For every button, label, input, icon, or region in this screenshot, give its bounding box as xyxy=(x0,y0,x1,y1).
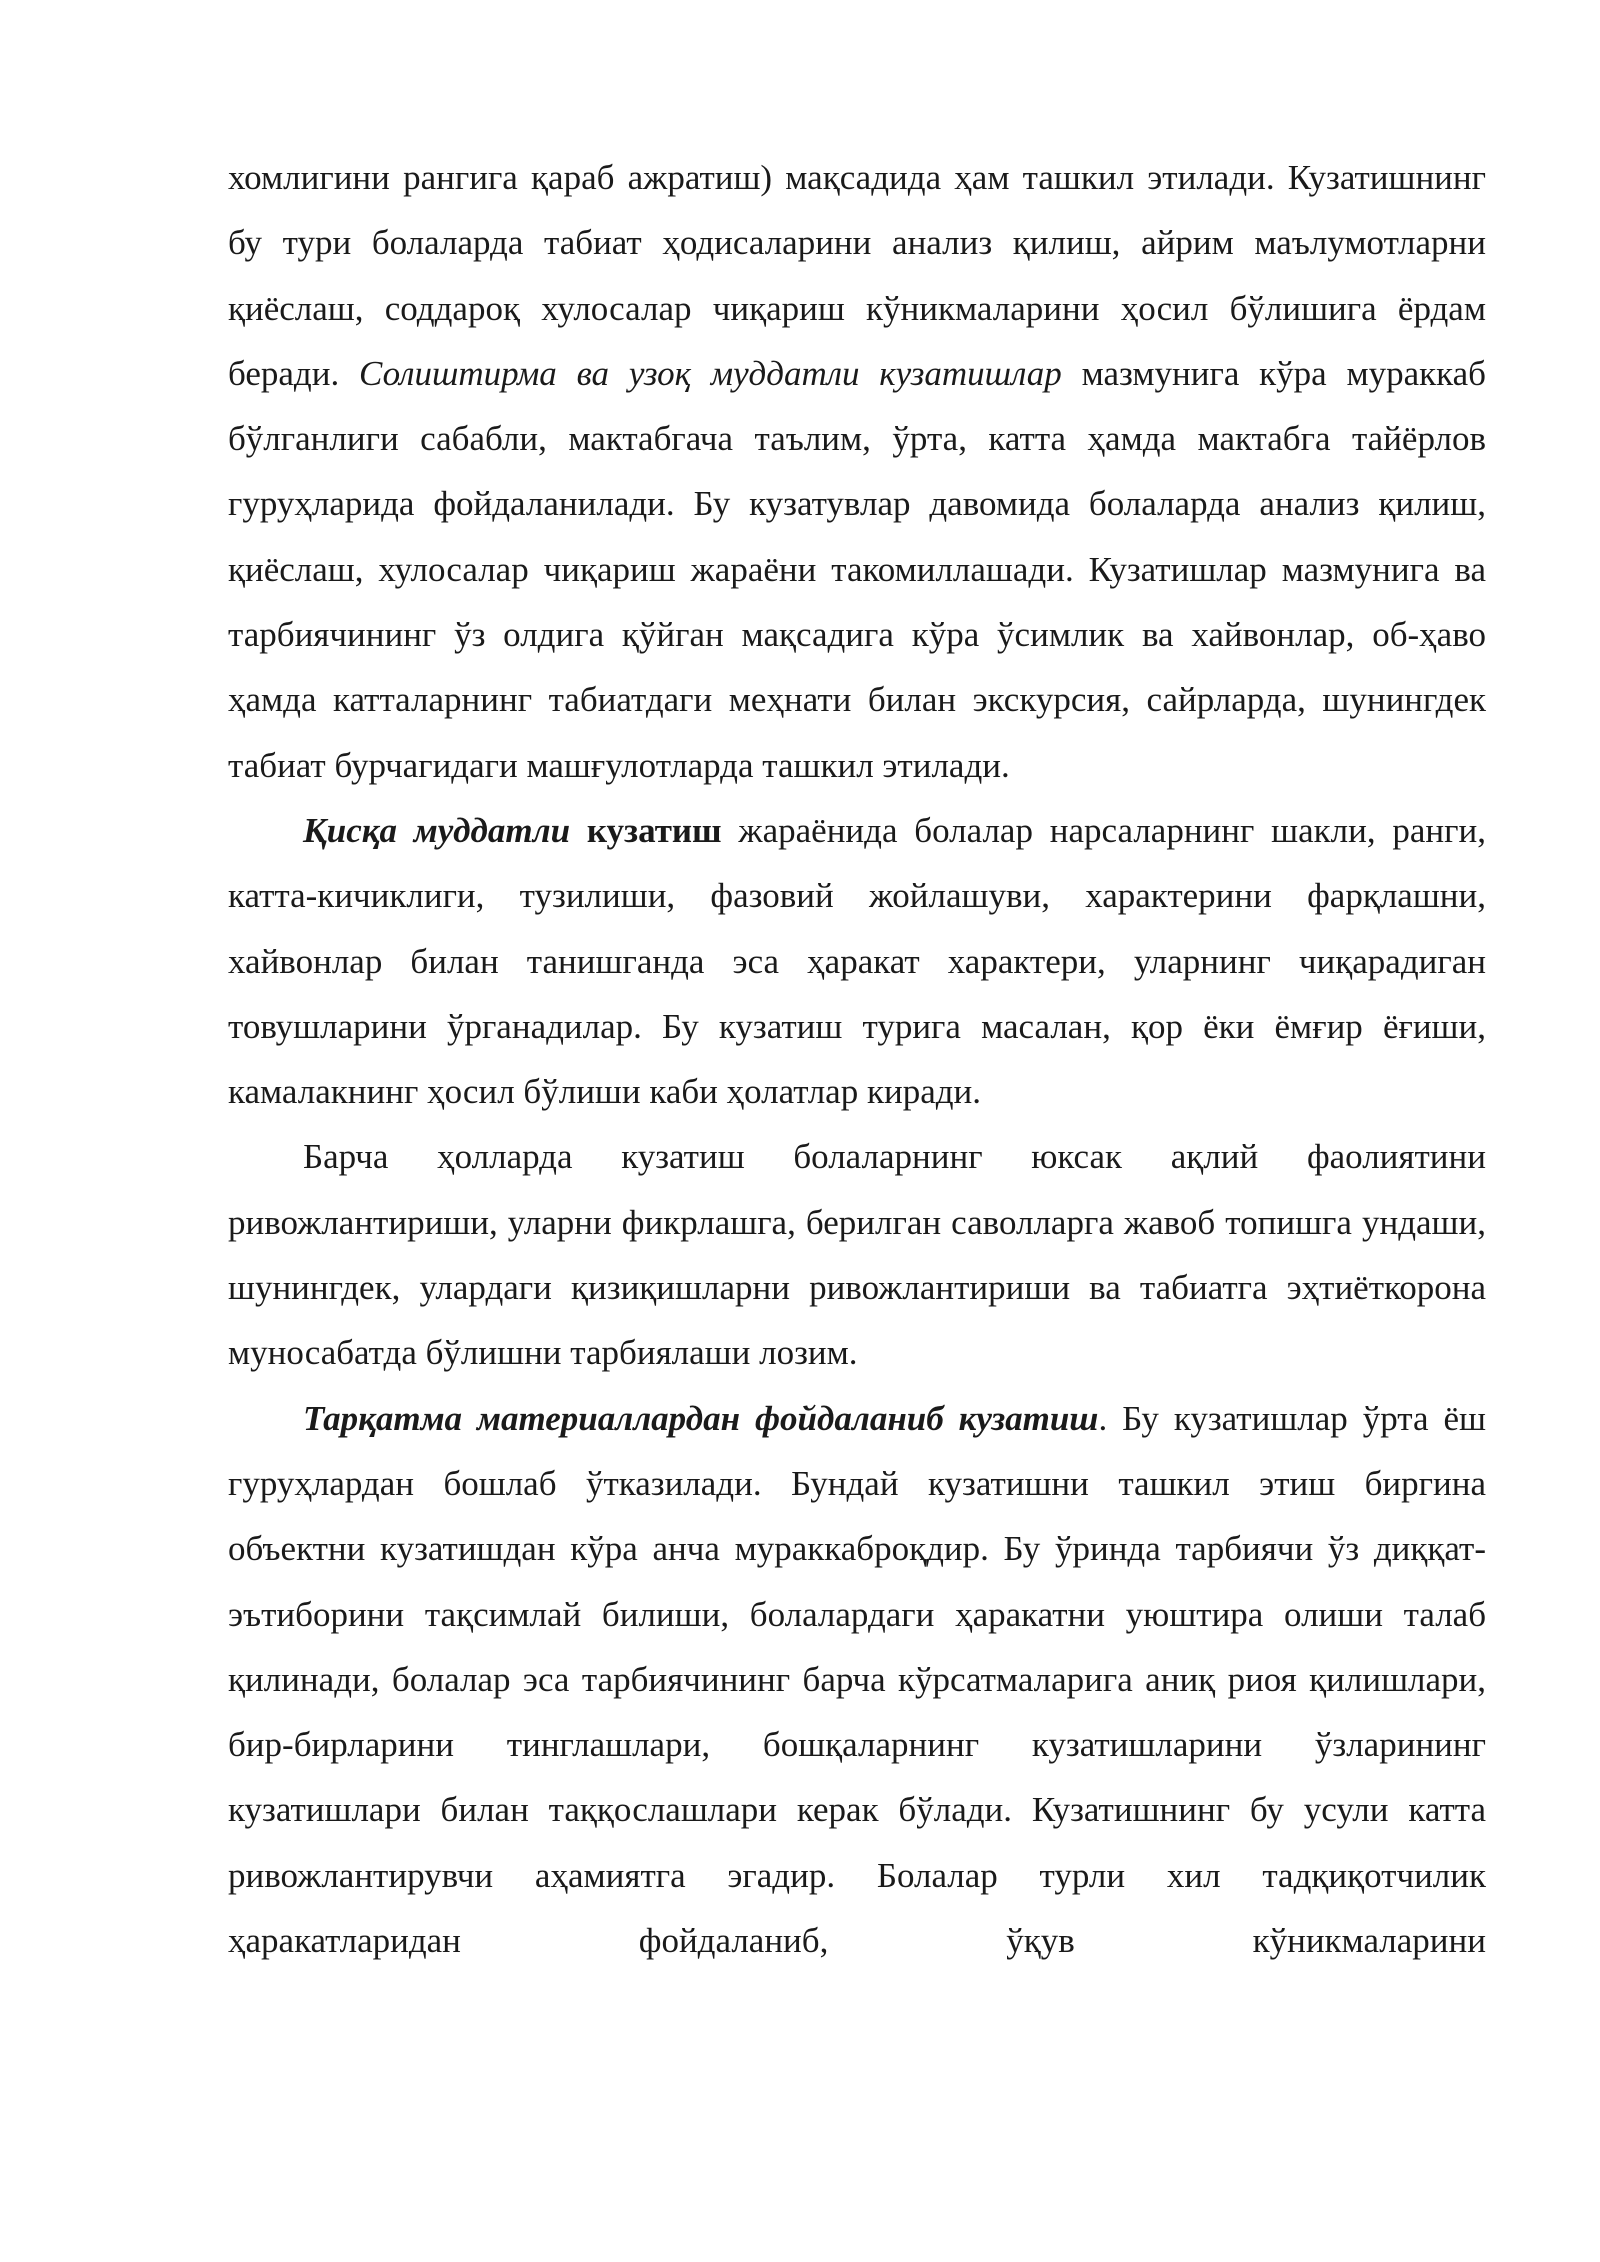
paragraph-4 xyxy=(228,1386,1486,1974)
italic-term-comparative-long-term: Солиштирма ва узоқ муддатли кузатишлар xyxy=(359,353,1062,393)
bold-italic-term-handout-observation: Тарқатма материаллардан фойдаланиб кузатиш xyxy=(303,1398,1099,1438)
document-body xyxy=(228,145,1486,1973)
bold-italic-term-short-term: Қисқа муддатли xyxy=(303,810,571,850)
paragraph-1-text-cont: мазмунига кўра мураккаб бўлганлиги сабабли, мактабгача таълим, ўрта, катта ҳамда мактабга тайёрлов гуруҳларида фойдаланилади. Бу кузатувлар давомида болаларда анализ қилиш, қиёслаш, хулосалар чиқариш жараёни такомиллашади. Кузатишлар мазмунига ва тарбиячининг ўз олдига қўйган мақсадига кўра ўсимлик ва хайвонлар, об-ҳаво ҳамда катталарнинг табиатдаги меҳнати билан экскурсия, сайрларда, шунингдек табиат бурчагидаги машғулотларда ташкил этилади. xyxy=(228,353,1486,785)
paragraph-1 xyxy=(228,145,1486,798)
paragraph-1-text: хомлигини рангига қараб ажратиш) мақсадида ҳам ташкил этилади. Кузатишнинг бу тури болаларда табиат ҳодисаларини анализ қилиш, айрим маълумотларни қиёслаш, соддароқ хулосалар чиқариш кўникмаларини ҳосил бўлишига ёрдам беради. xyxy=(228,158,1486,393)
bold-term-observation: кузатиш xyxy=(586,810,722,850)
paragraph-3-text: Барча ҳолларда кузатиш болаларнинг юксак ақлий фаолиятини ривожлантириши, уларни фикрлашга, берилган саволларга жавоб топишга ундаши, шунингдек, улардаги қизиқишларни ривожлантириши ва табиатга эҳтиёткорона муносабатда бўлишни тарбиялаши лозим. xyxy=(228,1137,1486,1373)
space xyxy=(570,811,587,850)
paragraph-4-text: . Бу кузатишлар ўрта ёш гуруҳлардан бошлаб ўтказилади. Бундай кузатишни ташкил этиш биргина объектни кузатишдан кўра анча мураккаброқдир. Бу ўринда тарбиячи ўз диққат-эътиборини тақсимлай билиши, болалардаги ҳаракатни уюштира олиши талаб қилинади, болалар эса тарбиячининг барча кўрсатмаларига аниқ риоя қилишлари, бир-бирларини тинглашлари, бошқаларнинг кузатишларини ўзларининг кузатишлари билан таққослашлари керак бўлади. Кузатишнинг бу усули катта ривожлантирувчи аҳамиятга эгадир. Болалар турли хил тадқиқотчилик ҳаракатларидан фойдаланиб, ўқув кўникмаларини xyxy=(228,1398,1486,1961)
paragraph-2 xyxy=(228,798,1486,1124)
paragraph-2-text: жараёнида болалар нарсаларнинг шакли, ранги, катта-кичиклиги, тузилиши, фазовий жойлашуви, характерини фарқлашни, хайвонлар билан танишганда эса ҳаракат характери, уларнинг чиқарадиган товушларини ўрганадилар. Бу кузатиш турига масалан, қор ёки ёмғир ёғиши, камалакнинг ҳосил бўлиши каби ҳолатлар киради. xyxy=(228,810,1486,1112)
paragraph-3 xyxy=(228,1124,1486,1385)
